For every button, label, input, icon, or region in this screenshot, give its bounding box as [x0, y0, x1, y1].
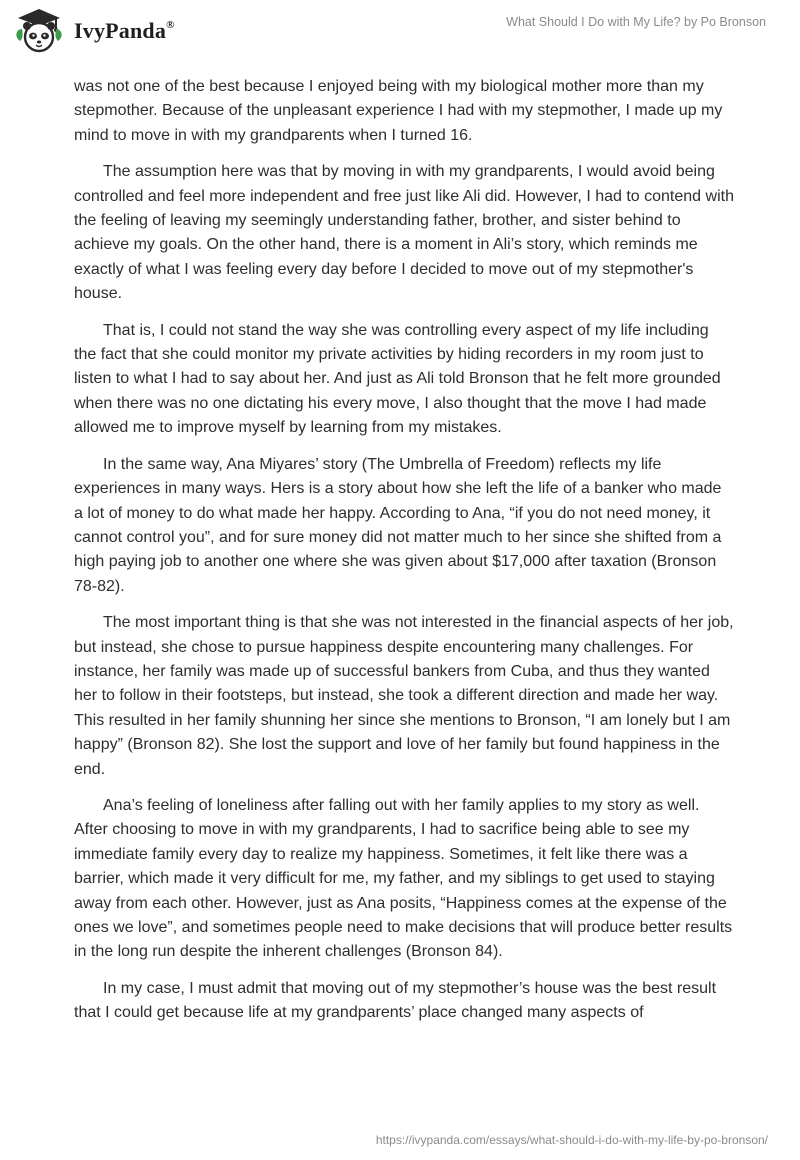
paragraph: Ana’s feeling of loneliness after falling out with her family applies to my story as well. After choosing to move in with my grandparents, I had to sacrifice being able to see my immediate family every day to realize my happiness. Sometimes, it felt like there was a barrier, which made it very difficult for me, my father, and my siblings to get used to staying away from each other. However, just as Ana posits, “Happiness comes at the expense of the ones we love”, and sometimes people need to make decisions that will produce better results in the long run despite the inherent challenges (Bronson 84).: [74, 796, 733, 961]
paragraph: The assumption here was that by moving in with my grandparents, I would avoid being controlled and feel more independent and free just like Ali did. However, I had to contend with the feeling of leaving my seemingly understanding father, brother, and sister behind to achieve my goals. On the other hand, there is a moment in Ali’s story, which reminds me exactly of what I was feeling every day before I decided to move out of my stepmother's house.: [74, 163, 734, 303]
brand-name: IvyPanda®: [74, 18, 175, 43]
panda-graduate-icon: [14, 7, 64, 55]
paragraph: In the same way, Ana Miyares’ story (The Umbrella of Freedom) reflects my life experiences in many ways. Hers is a story about how she left the life of a banker who made a lot of money to do what made her happy. According to Ana, “if you do not need money, it cannot control you”, and for sure money did not matter much to her since she shifted from a high paying job to another one where she was given about $17,000 after taxation (Bronson 78-82).: [74, 455, 722, 595]
paragraph: In my case, I must admit that moving out of my stepmother’s house was the best result that I could get because life at my grandparents’ place changed many aspects of: [74, 979, 717, 1022]
source-url[interactable]: https://ivypanda.com/essays/what-should-i-do-with-my-life-by-po-bronson/: [375, 1133, 768, 1147]
page-header: [0, 0, 800, 64]
ivypanda-logo[interactable]: [14, 7, 175, 55]
paragraph: The most important thing is that she was not interested in the financial aspects of her job, but instead, she chose to pursue happiness despite encountering many challenges. For instance, her family was made up of successful bankers from Cuba, and thus they wanted her to follow in their footsteps, but instead, she took a different direction and made her way. This resulted in her family shunning her since she mentions to Bronson, “I am lonely but I am happy” (Bronson 82). She lost the support and love of her family but found happiness in the end.: [74, 614, 734, 778]
paragraph: That is, I could not stand the way she was controlling every aspect of my life including the fact that she could monitor my private activities by hiding recorders in my room just to listen to what I had to say about her. And just as Ali told Bronson that he felt more grounded when there was no one dictating his every move, I also thought that the move I had made allowed me to improve myself by learning from my mistakes.: [74, 321, 721, 437]
essay-body: [74, 75, 734, 1038]
paragraph-continued: was not one of the best because I enjoyed being with my biological mother more than my stepmother. Because of the unpleasant experience I had with my stepmother, I made up my mind to move in with my grandparents when I turned 16.: [74, 78, 723, 144]
document-title: What Should I Do with My Life? by Po Bronson: [506, 15, 766, 29]
